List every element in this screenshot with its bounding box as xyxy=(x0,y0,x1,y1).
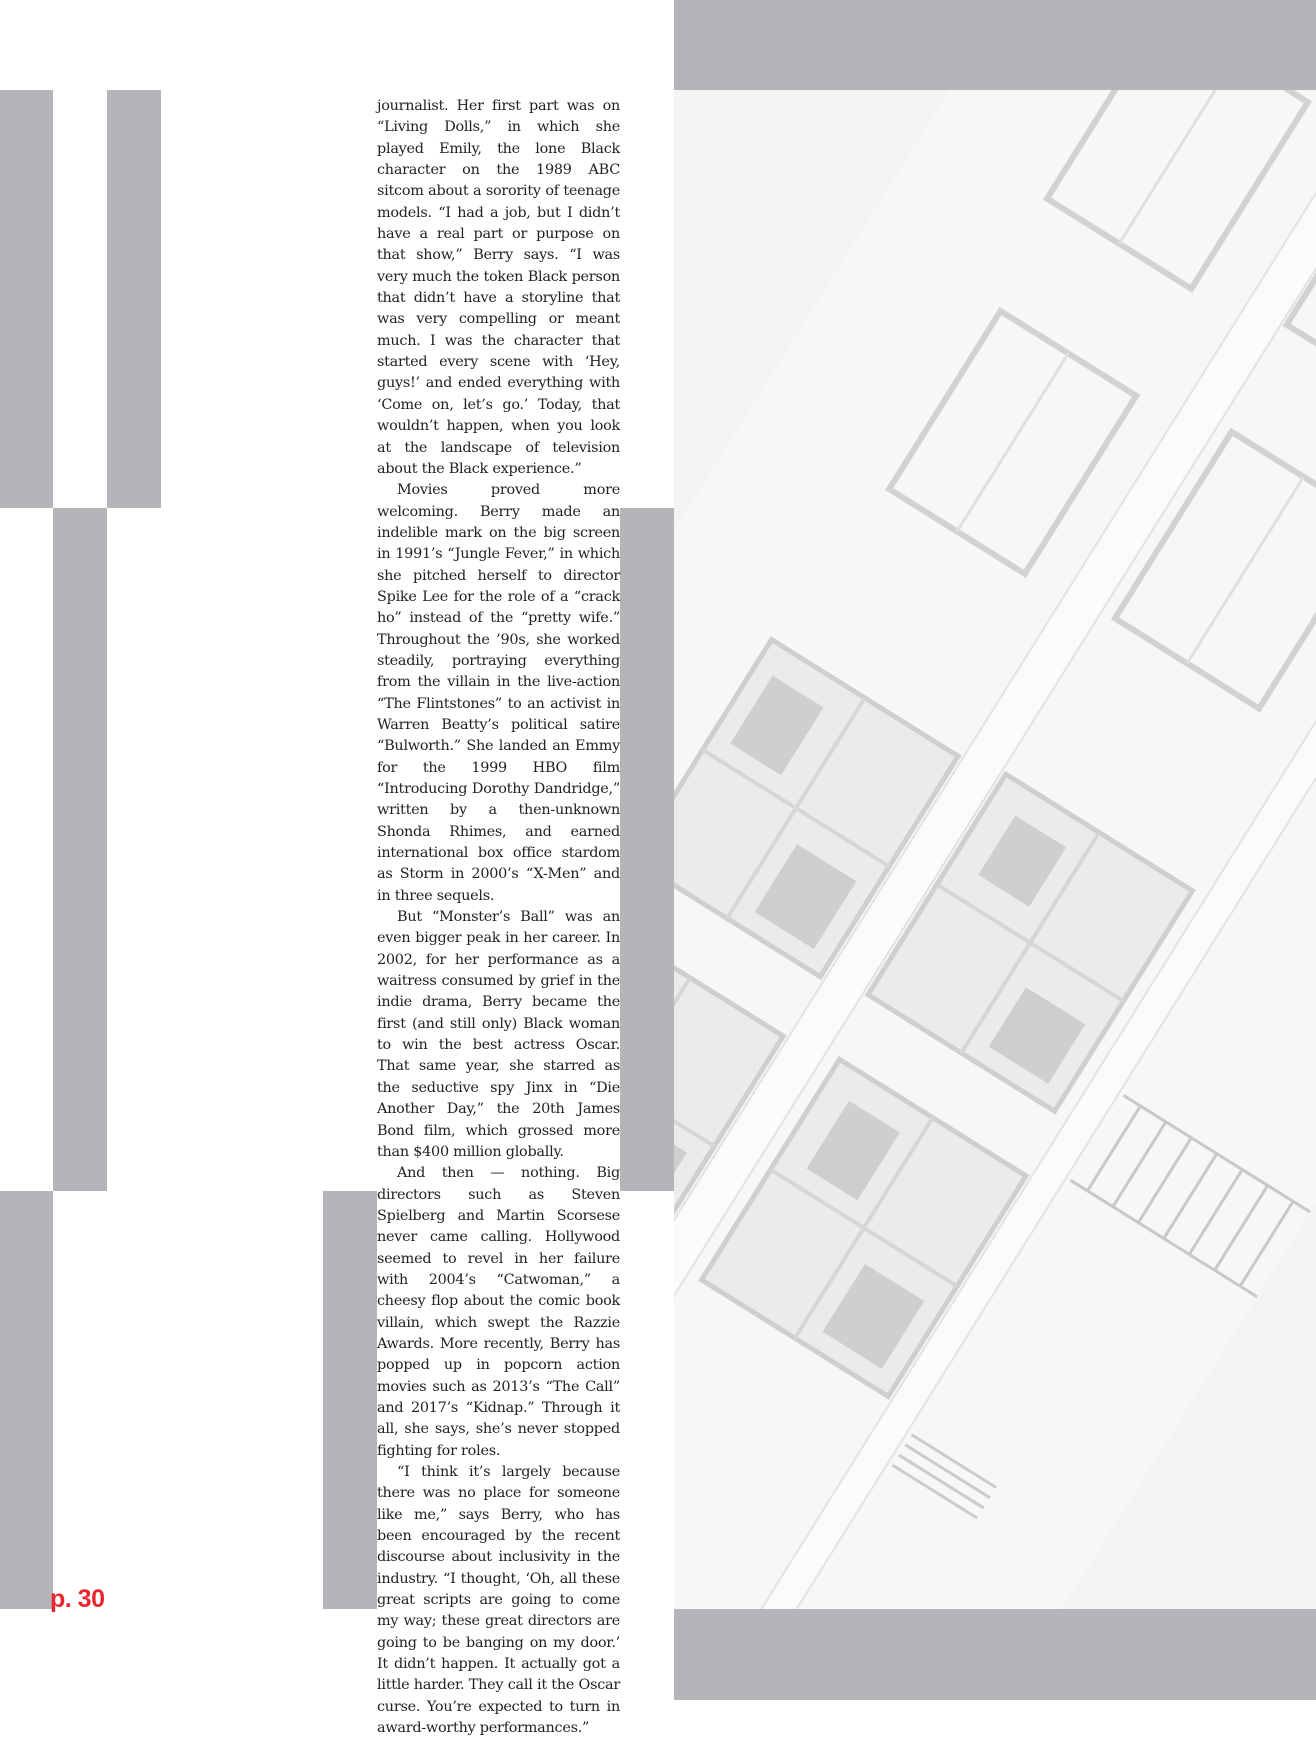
left-grey-bar-upper-outer xyxy=(0,90,53,508)
article-paragraph: “I think it’s largely because there was no place for someone like me,” says Berry, who has been encouraged by the recent discourse about inclusivity in the industry. “I thought, ‘Oh, all these great scripts are going to come my way; these great directors are going to be banging on my door.’ It didn’t happen. It actually got a little harder. They call it the Oscar curse. You’re expected to turn in award-worthy performances.” xyxy=(377,1464,620,1737)
bottom-right-grey-bar xyxy=(674,1609,1316,1700)
column-left-grey-bar xyxy=(323,1191,377,1609)
article-paragraph: And then — nothing. Big directors such as Steven Spielberg and Martin Scorsese never came calling. Hollywood seemed to revel in her failure with 2004’s “Catwoman,” a cheesy flop about the comic book villain, which swept the Razzie Awards. More recently, Berry has popped up in popcorn action movies such as 2013’s “The Call” and 2017’s “Kidnap.” Through it all, she says, she’s never stopped fighting for roles. xyxy=(377,1165,620,1459)
page-number: p. 30 xyxy=(50,1585,105,1613)
left-grey-bar-middle xyxy=(53,508,107,1191)
top-right-grey-bar xyxy=(674,0,1316,90)
article-text-column xyxy=(377,96,620,1739)
building-photo xyxy=(674,90,1316,1609)
left-grey-bar-upper-inner xyxy=(107,90,161,508)
article-paragraph: journalist. Her first part was on “Living Dolls,” in which she played Emily, the lone Black character on the 1989 ABC sitcom about a sorority of teenage models. “I had a job, but I didn’t have a real part or purpose on that show,” Berry says. “I was very much the token Black person that didn’t have a storyline that was very compelling or meant much. I was the character that started every scene with ‘Hey, guys!’ and ended everything with ‘Come on, let’s go.’ Today, that wouldn’t happen, when you look at the landscape of television about the Black experience.” xyxy=(377,98,620,477)
article-paragraph: But “Monster’s Ball” was an even bigger peak in her career. In 2002, for her performance as a waitress consumed by grief in the indie drama, Berry became the first (and still only) Black woman to win the best actress Oscar. That same year, she starred as the seductive spy Jinx in “Die Another Day,” the 20th James Bond film, which grossed more than $400 million globally. xyxy=(377,909,620,1160)
left-grey-bar-lower xyxy=(0,1191,53,1609)
article-paragraph: Movies proved more welcoming. Berry made an indelible mark on the big screen in 1991’s “Jungle Fever,” in which she pitched herself to director Spike Lee for the role of a “crack ho” instead of the “pretty wife.” Throughout the ’90s, she worked steadily, portraying everything from the villain in the live-action “The Flintstones” to an activist in Warren Beatty’s political satire “Bulworth.” She landed an Emmy for the 1999 HBO film “Introducing Dorothy Dandridge,” written by a then-unknown Shonda Rhimes, and earned international box office stardom as Storm in 2000’s “X-Men” and in three sequels. xyxy=(377,482,620,904)
column-right-grey-bar xyxy=(620,508,674,1191)
